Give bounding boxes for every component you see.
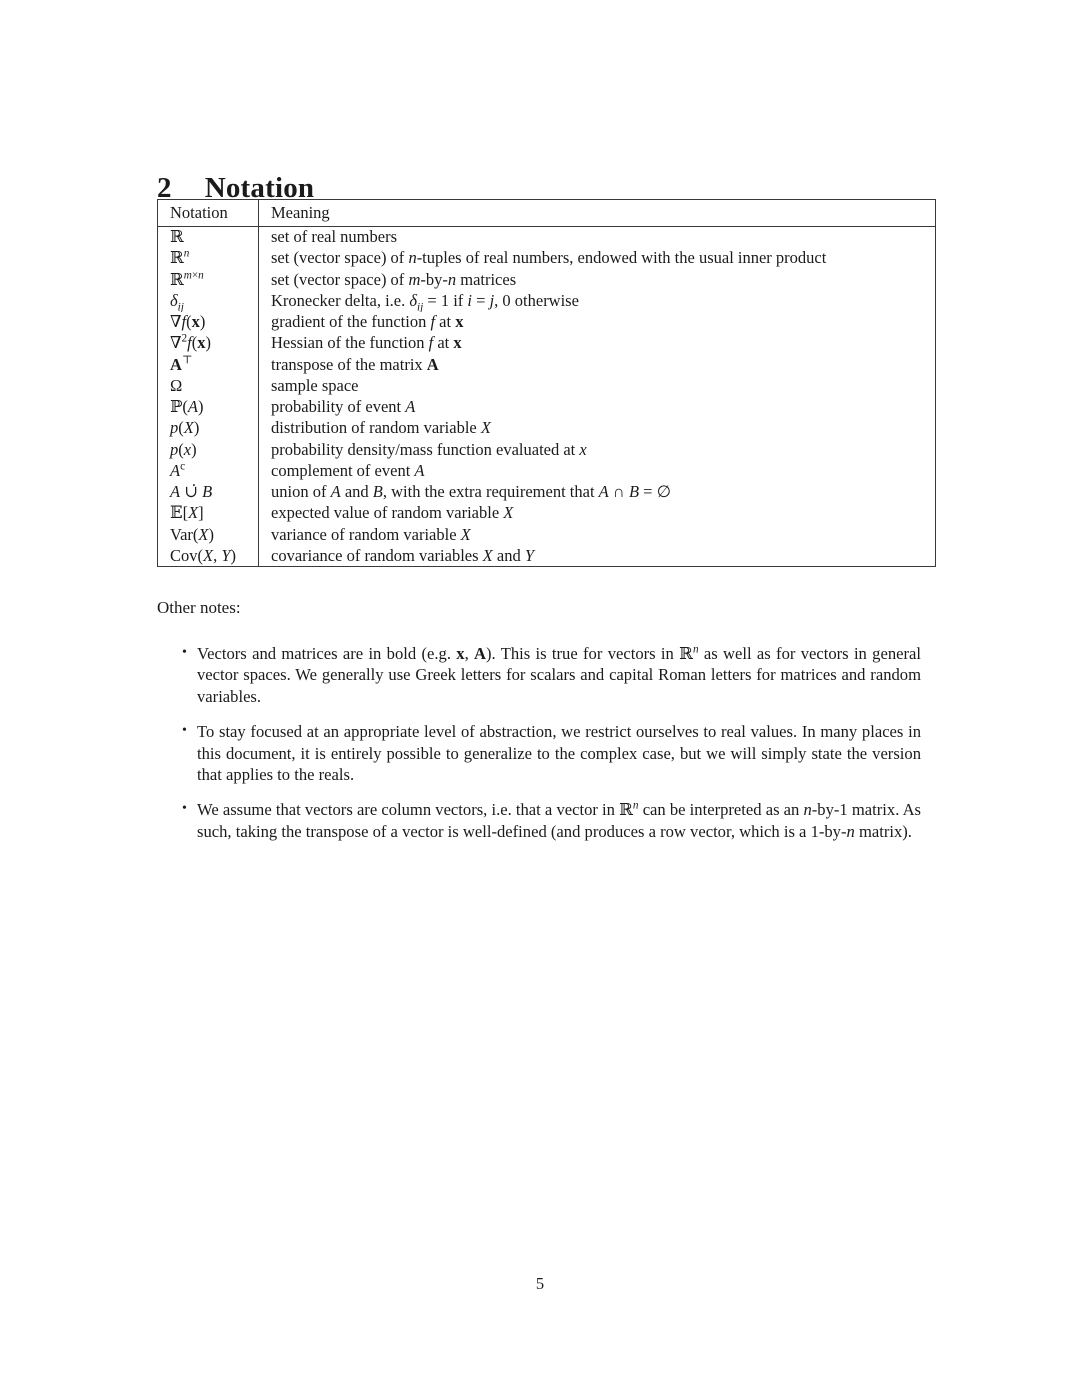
column-header-meaning: Meaning: [259, 200, 936, 227]
table-row: [158, 503, 936, 524]
notation-cell: $\delta_{ij}$: [158, 290, 259, 311]
meaning-cell: variance of random variable X: [271, 524, 471, 544]
meaning-cell: sample space: [271, 375, 359, 395]
meaning-cell: Hessian of the function f at x: [271, 333, 462, 353]
notation-cell: Var(X): [158, 524, 259, 545]
table-row: [158, 269, 936, 290]
notes-list: [157, 643, 921, 856]
list-item: [157, 721, 921, 785]
meaning-cell: union of A and B, with the extra requirement that A ∩ B = ∅: [271, 482, 671, 502]
table-row: [158, 482, 936, 503]
note-text: We assume that vectors are column vectors, i.e. that a vector in ℝ$^n$ can be interpreted as an n-by-1 matrix. As such, taking the transpose of a vector is well-defined (and produces a row vector, which is a 1-by-n matrix).: [197, 799, 922, 841]
notation-cell: 𝔼[X]: [158, 503, 259, 524]
notation-table: [157, 199, 936, 567]
notation-cell: A ∪̇ B: [158, 482, 259, 503]
list-item: [157, 643, 921, 707]
notation-cell: A⊤: [158, 354, 259, 375]
list-item: [157, 799, 921, 842]
page-number: 5: [535, 1274, 545, 1293]
notation-cell: ℝ$^n$: [158, 248, 259, 269]
meaning-cell: expected value of random variable X: [271, 503, 514, 523]
notation-cell: ∇$^2$f(x): [158, 333, 259, 354]
notation-cell: p(x): [158, 439, 259, 460]
notation-cell: ℙ(A): [158, 397, 259, 418]
notation-table-body: [158, 227, 936, 567]
table-header-row: [158, 200, 936, 227]
notation-cell: ℝ$^{m\times n}$: [158, 269, 259, 290]
notation-cell: ℝ: [158, 227, 259, 248]
notation-cell: Cov(X, Y): [158, 545, 259, 566]
note-text: Vectors and matrices are in bold (e.g. x, A). This is true for vectors in ℝ$^n$ as well as for vectors in general vector spaces. We generally use Greek letters for scalars and capital Roman letters for matrices and random variables.: [197, 643, 921, 706]
notation-cell: $A^c$: [158, 460, 259, 481]
table-row: [158, 375, 936, 396]
table-row: [158, 227, 936, 248]
table-row: [158, 290, 936, 311]
meaning-cell: transpose of the matrix A: [271, 354, 439, 374]
column-header-notation: Notation: [158, 200, 259, 227]
table-row: [158, 354, 936, 375]
note-text: To stay focused at an appropriate level of abstraction, we restrict ourselves to real values. In many places in this document, it is entirely possible to generalize to the complex case, but we will simply state the version that applies to the reals.: [197, 722, 921, 785]
meaning-cell: set (vector space) of m-by-n matrices: [271, 269, 517, 289]
table-row: [158, 439, 936, 460]
table-row: [158, 524, 936, 545]
meaning-cell: covariance of random variables X and Y: [271, 545, 535, 565]
table-row: [158, 545, 936, 566]
meaning-cell: set (vector space) of n-tuples of real numbers, endowed with the usual inner product: [271, 248, 827, 268]
notation-cell: ∇f(x): [158, 312, 259, 333]
meaning-cell: distribution of random variable X: [271, 418, 491, 438]
table-row: [158, 312, 936, 333]
meaning-cell: set of real numbers: [271, 227, 397, 247]
meaning-cell: gradient of the function f at x: [271, 312, 464, 332]
table-row: [158, 397, 936, 418]
meaning-cell: probability density/mass function evaluated at x: [271, 439, 587, 459]
notation-cell: p(X): [158, 418, 259, 439]
table-row: [158, 460, 936, 481]
table-row: [158, 333, 936, 354]
table-row: [158, 418, 936, 439]
meaning-cell: probability of event A: [271, 397, 416, 417]
bullet-icon: •: [182, 801, 187, 817]
bullet-icon: •: [182, 645, 187, 660]
meaning-cell: complement of event A: [271, 460, 425, 480]
section-number: 2: [157, 172, 172, 205]
other-notes-label: Other notes:: [157, 598, 241, 617]
notation-cell: Ω: [158, 375, 259, 396]
meaning-cell: Kronecker delta, i.e. $\delta_{ij} = 1$ if i = j, 0 otherwise: [271, 290, 579, 312]
table-row: [158, 248, 936, 269]
bullet-icon: •: [182, 723, 187, 739]
section-title: Notation: [204, 172, 315, 205]
